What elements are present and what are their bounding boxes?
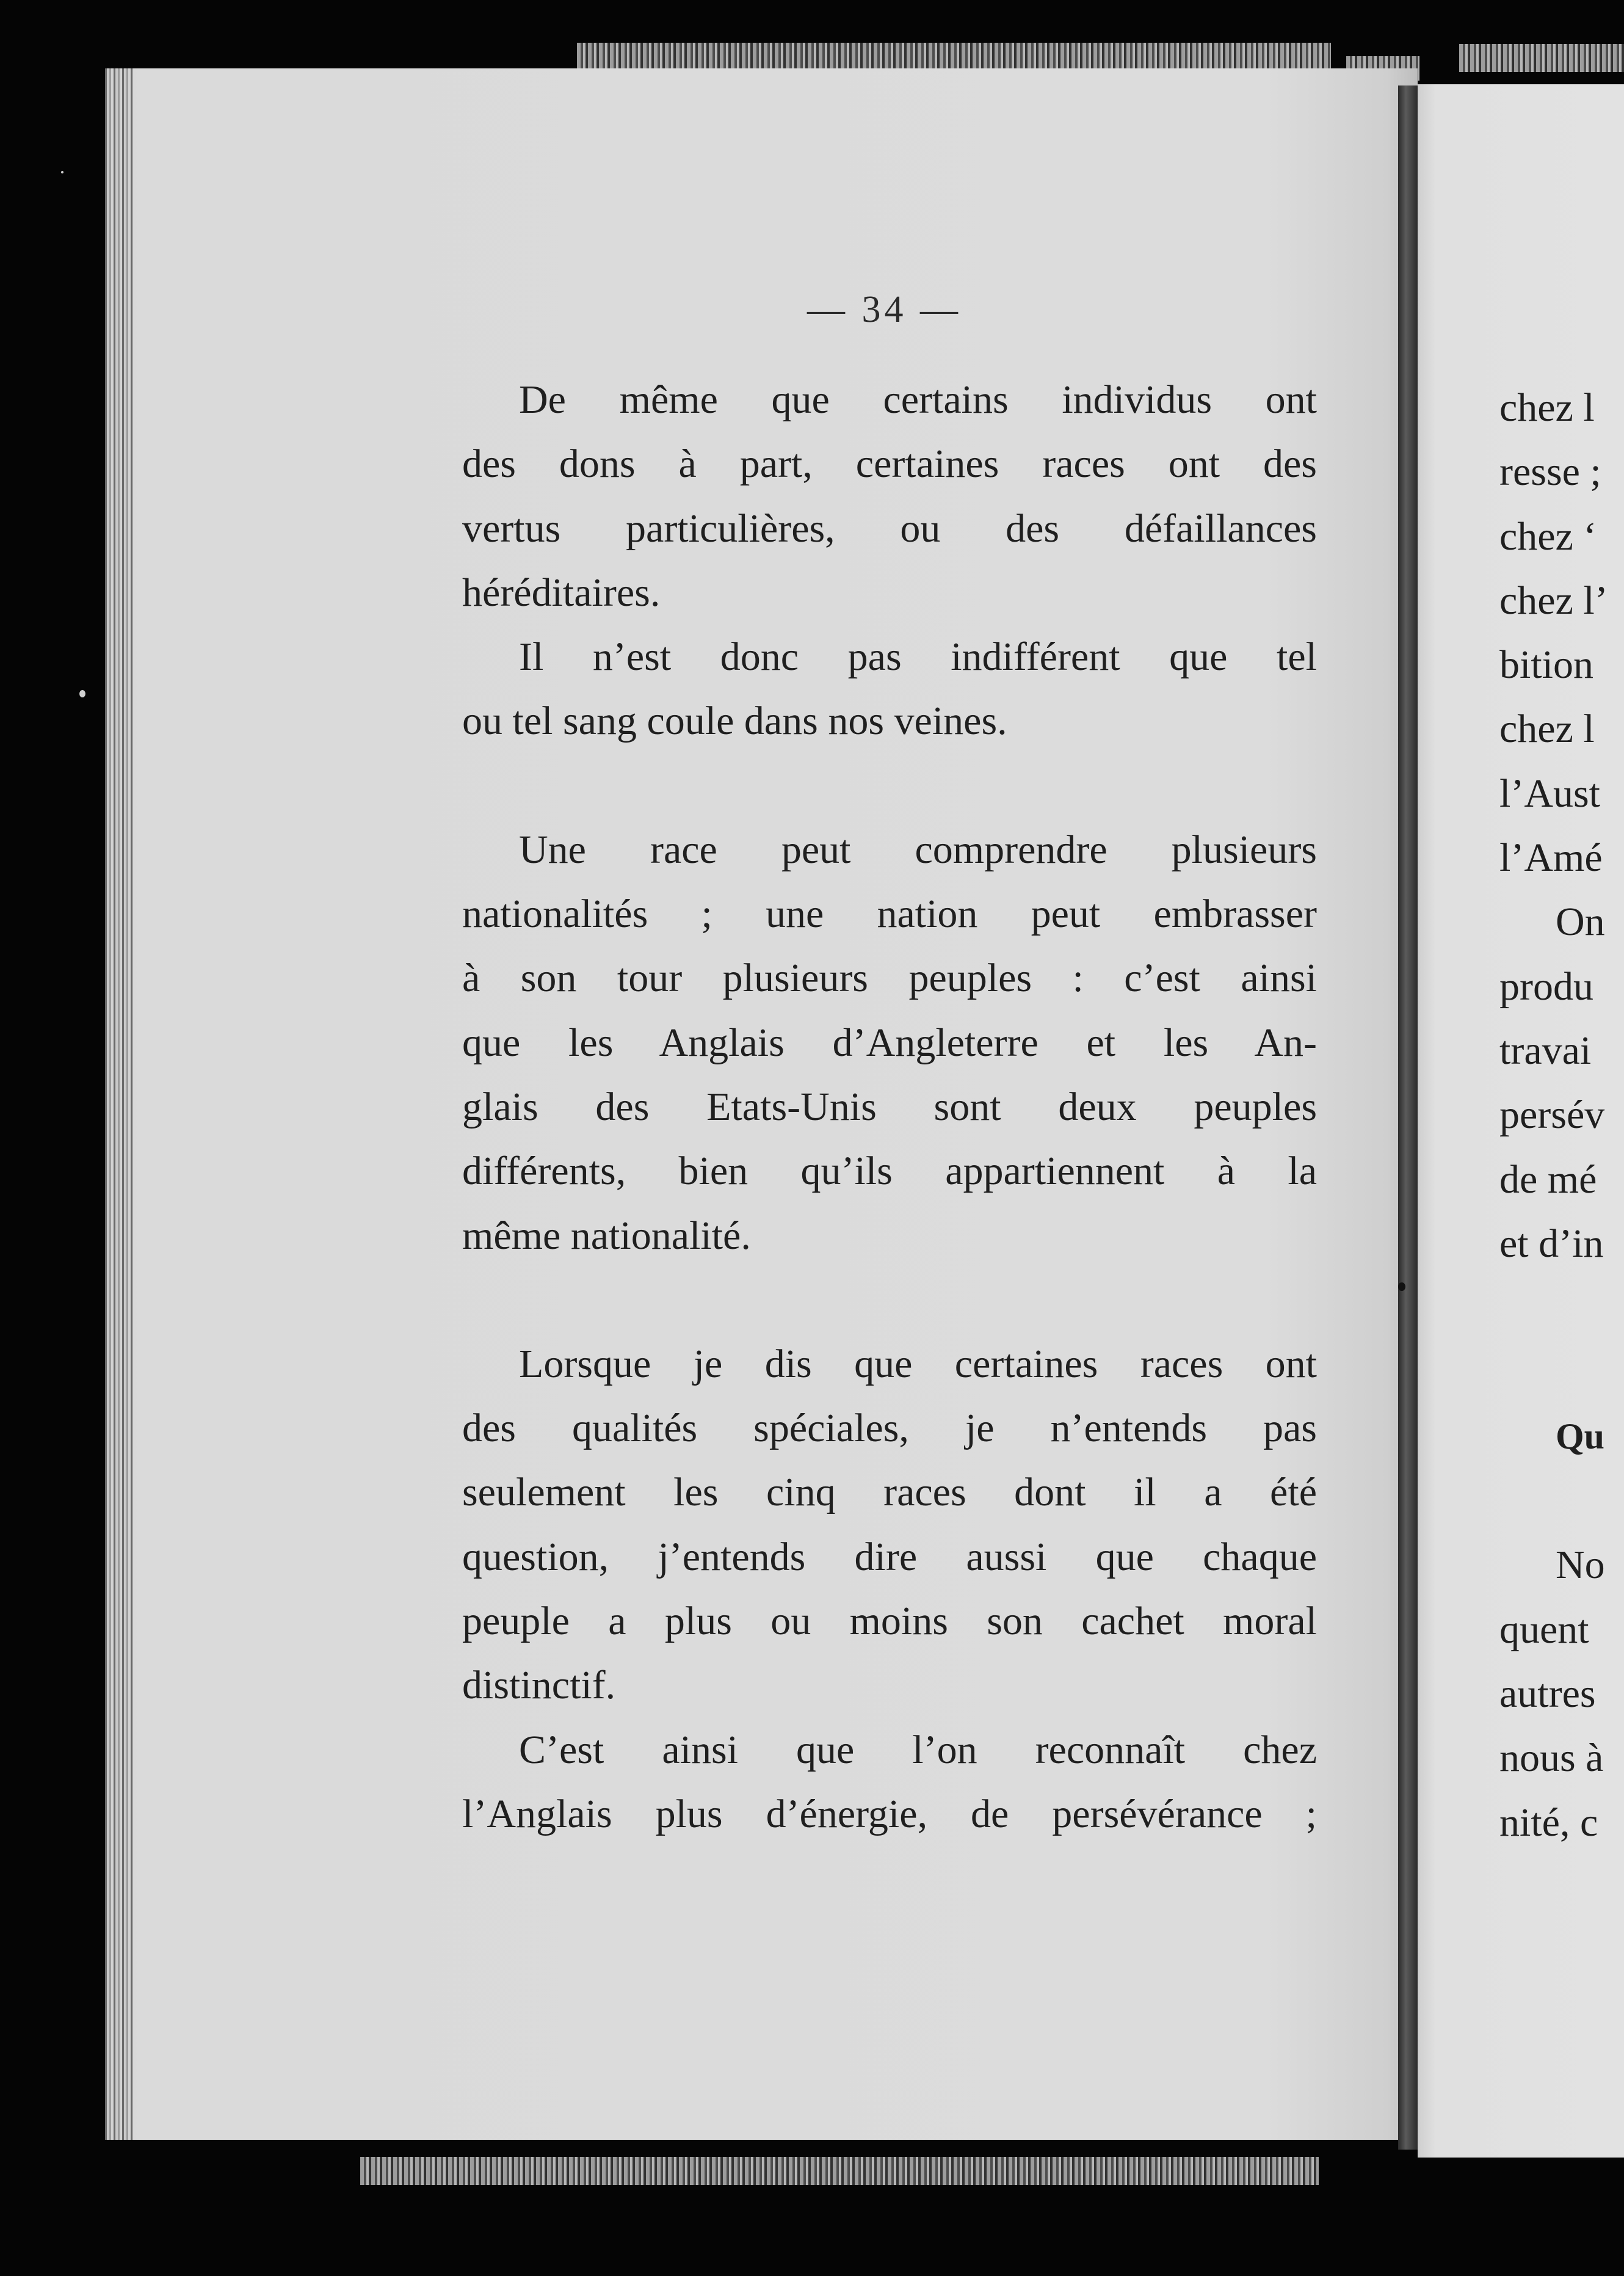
text-line: l’Amé: [1499, 835, 1603, 881]
film-edge-bottom: [360, 2157, 1319, 2185]
text-line: seulement les cinq races dont il a été: [462, 1470, 1317, 1515]
text-line: vertus particulières, ou des défaillances: [462, 506, 1317, 551]
text-line: question, j’entends dire aussi que chaque: [462, 1534, 1317, 1579]
text-line: que les Anglais d’Angleterre et les An-: [462, 1020, 1317, 1065]
text-line: De même que certains individus ont: [519, 377, 1317, 422]
text-line: No: [1556, 1543, 1605, 1588]
text-line: glais des Etats-Unis sont deux peuples: [462, 1084, 1317, 1129]
text-line: des dons à part, certaines races ont des: [462, 442, 1317, 487]
page-gutter: [1398, 85, 1418, 2150]
text-line: resse ;: [1499, 449, 1601, 495]
text-line: chez l: [1499, 385, 1595, 430]
text-line: C’est ainsi que l’on reconnaît chez: [519, 1727, 1317, 1772]
text-line: produ: [1499, 964, 1593, 1009]
text-line: même nationalité.: [462, 1213, 751, 1258]
text-line: ou tel sang coule dans nos veines.: [462, 699, 1007, 744]
text-line: chez l: [1499, 707, 1595, 752]
scan-speck: [79, 690, 85, 697]
text-line: peuple a plus ou moins son cachet moral: [462, 1599, 1317, 1644]
scan-speck: [1398, 1282, 1405, 1291]
text-line: On: [1556, 900, 1605, 945]
text-line: l’Anglais plus d’énergie, de persévérance ;: [462, 1791, 1317, 1836]
text-line: héréditaires.: [462, 570, 661, 615]
text-line: des qualités spéciales, je n’entends pas: [462, 1406, 1317, 1451]
scan-speck: [61, 171, 63, 173]
text-line: nité, c: [1499, 1800, 1598, 1845]
text-line: quent: [1499, 1607, 1589, 1652]
text-line: travai: [1499, 1028, 1592, 1073]
text-line: persév: [1499, 1093, 1605, 1138]
text-line: à son tour plusieurs peuples : c’est ainsi: [462, 956, 1317, 1001]
text-line: chez l’: [1499, 578, 1608, 623]
text-line: autres: [1499, 1671, 1596, 1716]
text-line: chez ‘: [1499, 514, 1597, 559]
text-line: Lorsque je dis que certaines races ont: [519, 1341, 1317, 1386]
left-page-text: [462, 368, 1317, 1846]
text-line: nationalités ; une nation peut embrasser: [462, 892, 1317, 937]
film-edge-top: [577, 43, 1331, 72]
text-line: Il n’est donc pas indifférent que tel: [519, 634, 1317, 680]
text-line: et d’in: [1499, 1221, 1604, 1266]
right-page-text: [1499, 376, 1624, 1855]
film-edge-top-right: [1459, 44, 1624, 72]
text-line: Une race peut comprendre plusieurs: [519, 827, 1317, 872]
section-heading: Qu: [1556, 1416, 1605, 1456]
text-line: bition: [1499, 642, 1594, 688]
text-line: différents, bien qu’ils appartiennent à la: [462, 1149, 1317, 1194]
text-line: distinctif.: [462, 1663, 616, 1708]
text-line: l’Aust: [1499, 771, 1600, 816]
text-line: nous à: [1499, 1736, 1604, 1781]
page-number: — 34 —: [807, 289, 962, 330]
text-line: de mé: [1499, 1157, 1597, 1202]
